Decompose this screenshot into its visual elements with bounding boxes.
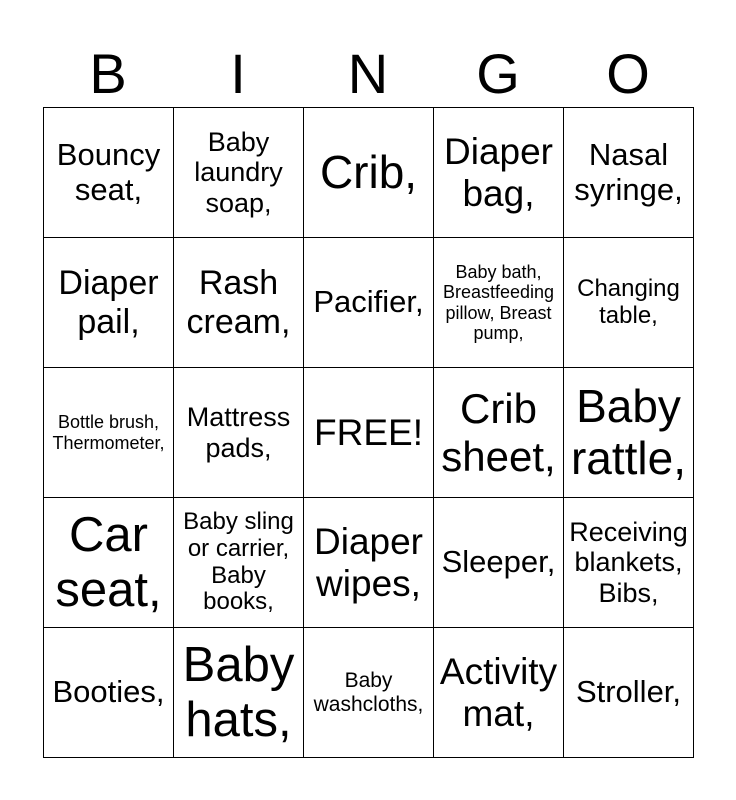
- header-letter-b: B: [89, 42, 127, 105]
- board-row: [44, 368, 694, 498]
- bingo-cell[interactable]: Stroller,: [564, 628, 694, 758]
- bingo-cell[interactable]: Receiving blankets, Bibs,: [564, 498, 694, 628]
- bingo-cell[interactable]: Baby sling or carrier, Baby books,: [174, 498, 304, 628]
- bingo-cell[interactable]: Diaper pail,: [44, 238, 174, 368]
- board-row: [44, 238, 694, 368]
- bingo-cell[interactable]: Diaper wipes,: [304, 498, 434, 628]
- bingo-cell[interactable]: Crib sheet,: [434, 368, 564, 498]
- bingo-cell[interactable]: Sleeper,: [434, 498, 564, 628]
- bingo-cell[interactable]: Activity mat,: [434, 628, 564, 758]
- bingo-cell[interactable]: Diaper bag,: [434, 108, 564, 238]
- header-letter-n: N: [347, 42, 389, 105]
- bingo-cell[interactable]: Baby laundry soap,: [174, 108, 304, 238]
- bingo-cell[interactable]: Baby washcloths,: [304, 628, 434, 758]
- bingo-cell[interactable]: Car seat,: [44, 498, 174, 628]
- bingo-cell[interactable]: Pacifier,: [304, 238, 434, 368]
- bingo-cell[interactable]: Crib,: [304, 108, 434, 238]
- header-letter-i: I: [230, 42, 246, 105]
- bingo-board: [43, 107, 694, 758]
- bingo-cell[interactable]: Baby bath, Breastfeeding pillow, Breast pump,: [434, 238, 564, 368]
- bingo-header: [43, 40, 693, 108]
- bingo-cell[interactable]: Baby rattle,: [564, 368, 694, 498]
- free-space[interactable]: FREE!: [304, 368, 434, 498]
- bingo-cell[interactable]: Mattress pads,: [174, 368, 304, 498]
- bingo-cell[interactable]: Changing table,: [564, 238, 694, 368]
- board-row: [44, 498, 694, 628]
- bingo-cell[interactable]: Rash cream,: [174, 238, 304, 368]
- board-row: [44, 628, 694, 758]
- bingo-cell[interactable]: Bottle brush, Thermometer,: [44, 368, 174, 498]
- header-letter-g: G: [476, 42, 520, 105]
- bingo-cell[interactable]: Bouncy seat,: [44, 108, 174, 238]
- bingo-cell[interactable]: Nasal syringe,: [564, 108, 694, 238]
- board-row: [44, 108, 694, 238]
- bingo-cell[interactable]: Baby hats,: [174, 628, 304, 758]
- header-letter-o: O: [606, 42, 650, 105]
- bingo-cell[interactable]: Booties,: [44, 628, 174, 758]
